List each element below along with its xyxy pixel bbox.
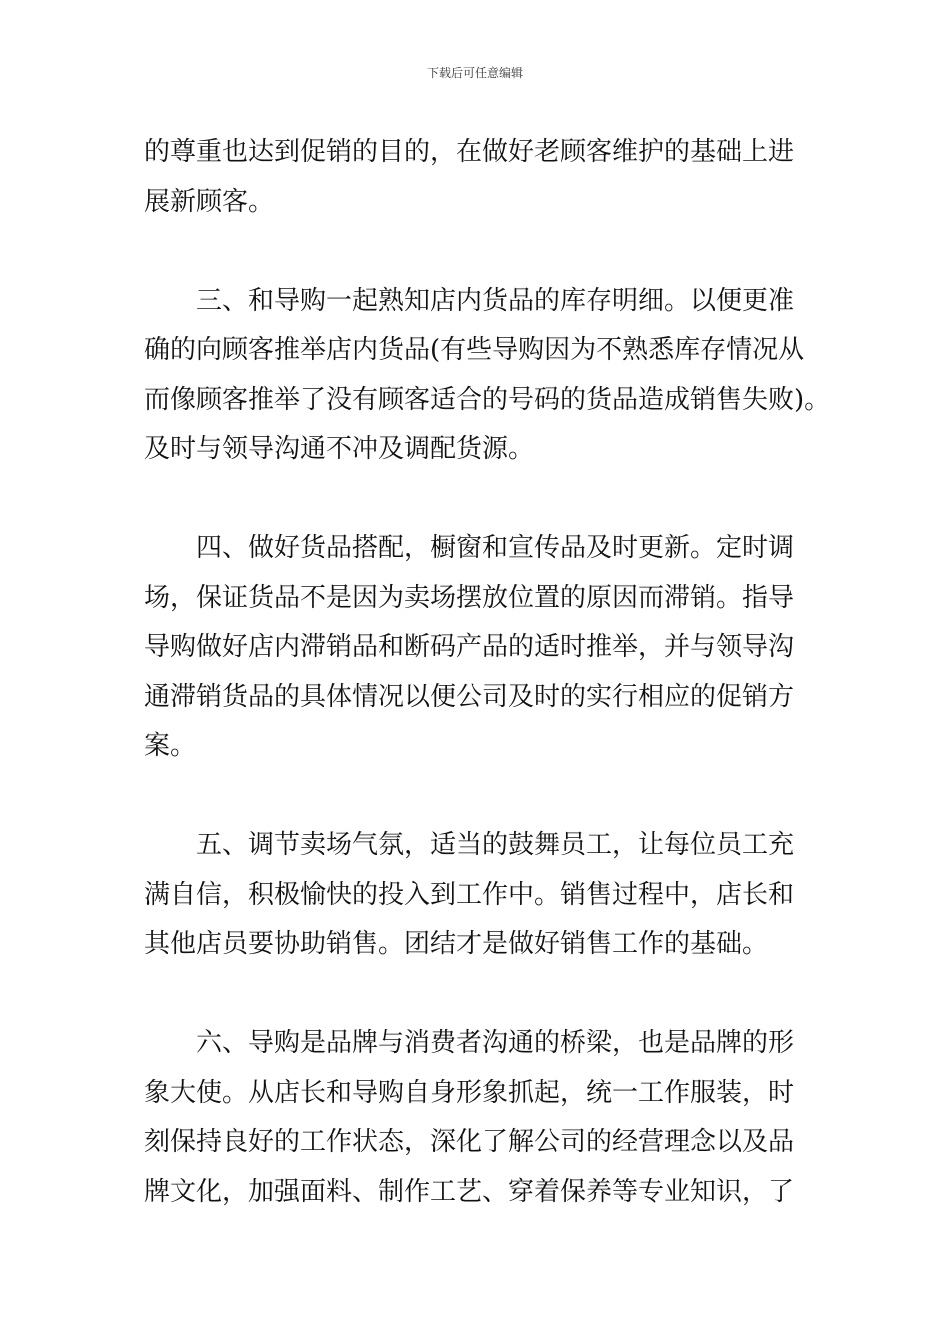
text-line: 四、做好货品搭配，橱窗和宣传品及时更新。定时调	[196, 533, 795, 563]
document-body	[144, 128, 831, 1217]
paragraph-section-3	[144, 277, 831, 475]
text-line: 案。	[144, 731, 197, 761]
text-line: 三、和导购一起熟知店内货品的库存明细。以便更准	[196, 285, 795, 316]
text-line: 导购做好店内滞销品和断码产品的适时推举，并与领导沟	[144, 632, 795, 662]
text-line: 场，保证货品不是因为卖场摆放位置的原因而滞销。指导	[144, 582, 795, 613]
paragraph-section-6	[144, 1019, 812, 1217]
paragraph-section-5	[144, 821, 812, 970]
paragraph-continuation	[144, 128, 812, 227]
text-line: 牌文化，加强面料、制作工艺、穿着保养等专业知识，了	[144, 1176, 795, 1207]
text-line: 展新顾客。	[144, 186, 275, 217]
text-line: 满自信，积极愉快的投入到工作中。销售过程中，店长和	[144, 879, 795, 910]
text-line: 确的向顾客推举店内货品(有些导购因为不熟悉库存情况从	[144, 335, 805, 365]
paragraph-section-4	[144, 524, 812, 772]
text-line: 六、导购是品牌与消费者沟通的桥梁，也是品牌的形	[196, 1028, 795, 1058]
text-line: 象大使。从店长和导购自身形象抓起，统一工作服装，时	[144, 1077, 795, 1108]
text-line: 而像顾客推举了没有顾客适合的号码的货品造成销售失败)。	[144, 384, 831, 415]
page-header-note: 下载后可任意编辑	[426, 66, 523, 80]
text-line: 刻保持良好的工作状态，深化了解公司的经营理念以及品	[144, 1127, 795, 1157]
text-line: 通滞销货品的具体情况以便公司及时的实行相应的促销方	[144, 681, 795, 712]
text-line: 五、调节卖场气氛，适当的鼓舞员工，让每位员工充	[196, 830, 795, 860]
text-line: 其他店员要协助销售。团结才是做好销售工作的基础。	[144, 929, 769, 959]
text-line: 的尊重也达到促销的目的，在做好老顾客维护的基础上进	[144, 137, 795, 167]
text-line: 及时与领导沟通不冲及调配货源。	[144, 434, 535, 464]
